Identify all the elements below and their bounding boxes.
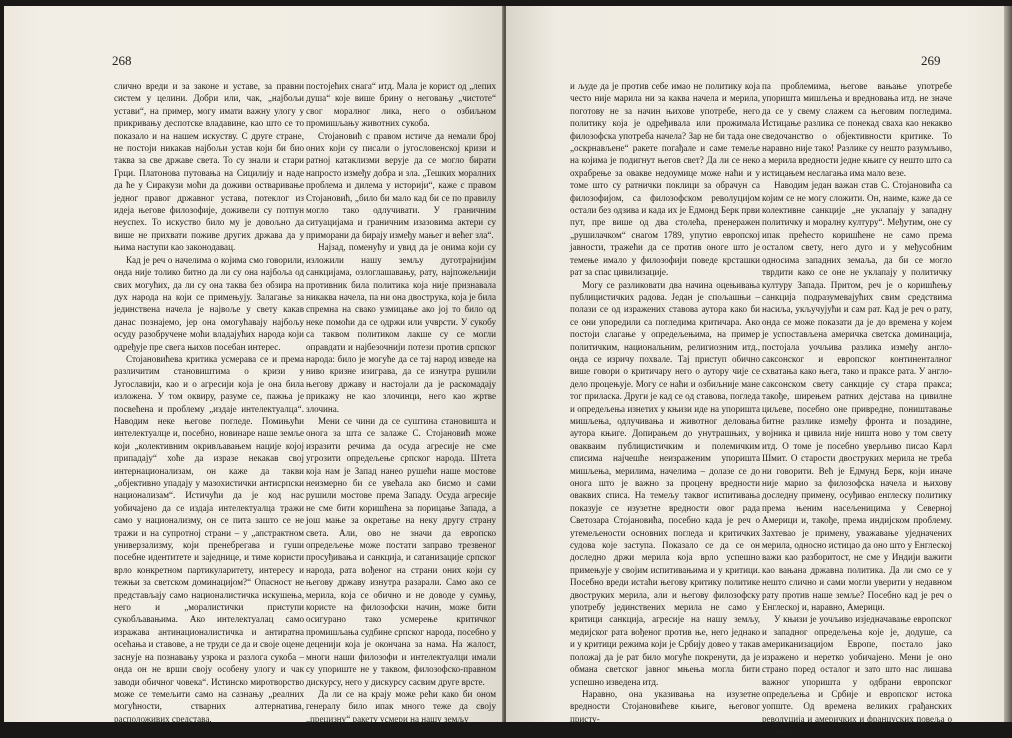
paragraph: Наравно, она указивања на изузетне вредности Стојановићеве књиге, његовог присту- <box>570 688 760 724</box>
page-number: 269 <box>921 53 941 68</box>
book-edge <box>1004 6 1012 722</box>
paragraph: постојећих снага“ итд. Мала је корист од „лепих душа“ које више брину о неговању „чистоте“ свог моралног лика, него о озбиљном промишљању животних сукоба. <box>306 81 496 129</box>
paragraph: и људе да је против себе имао не политику која често није марила ни за каква начела и мерила, поготову не за начин њихове употребе, него политику која је одређивала или прожимала филозофска употреба начела? Зар не би тада оне „оскрнављене“ ракете погађале и саме темеље на којима је подигнут његов свет? Да ли се неко охрабрење за овакве недоумице може наћи и у томе што су ратнички поклици за обрачун са филозофијом, са филозофском револуцијом остали без одзива и када их је Едмонд Берк први пут, пре више од два столећа, пренеражен „рушилачком“ снагом 1789, упутио европској јавности, тражећи да се против оноге што је темење имало у филозофији поведе крсташки рат за спас цивилизације. <box>570 81 760 278</box>
paragraph: слично вреди и за законе и уставе, за правни систем у целини. Добри или, чак, „најбољи устави“, на пример, могу имати важну улогу у прикривању деспотске владавине, као што се то показало и на нашем искуству. С друге стране, не постоји никакав најбољи устав који би био таква за све државе света. То су знали и стари Грци. Платонова путовања на Сицилију и наде да ће у Сиракузи моћи да доживи остваривање једног правог државног устава, потеклог из идеја његове филозофије, доживели су потпун неуспех. То искуство било му је довољно да више не прихвати поживе других држава да у њима наступи као законодавац. <box>114 81 304 253</box>
paragraph: У књизи је уочљиво изједначавање европског и западног опредељења које је, додуше, са американизацијом Европе, постало јако изражено и неретко уобичајено. Мени је оно страно поред осталог и зато што нас лишава важног упоришта у одбрани европског опредељења и Србије и европског истока уопште. Од времена великих грађанских револуција и америчких и француских повеља о правима <box>762 614 952 737</box>
paragraph: Да ли се на крају може рећи како би оном генералу било ипак много теже да своју „прецизну“ ракету усмери на нашу земљу <box>306 688 496 724</box>
text-column-left <box>114 80 304 725</box>
right-page <box>506 6 1004 737</box>
text-column-right <box>762 80 952 738</box>
page-number: 268 <box>112 53 132 68</box>
paragraph: Најзад, поменућу и увид да је онима који су изложили нашу земљу дуготрајнијим санкцијама, озлоглашавању, рату, најпожељнији противник била политика која није признавала никаква начела, па ни она двострука, која је била спремна на свако узмицање ако јој то било од неке помоћи да се одржи или учврсти. У сукобу са таквом политиком лакше су се могли оправдати и најбезочнији потези против српског народа: било је могуће да се тај народ изведе на ниво кризне изиграва, да се изнутра рушили његову државу и настојали да је раскомадају прикажу не као злочинци, него као жртве злочина. <box>306 242 496 414</box>
left-page <box>4 6 504 722</box>
text-column-left <box>570 80 760 725</box>
paragraph: Могу се разликовати два начина оцењивања публицистичких радова. Један је спољашњи – полази се од изражених ставова аутора како би се они упоредили са погледима критичара. Ако постоји слагање у опредељењима, на пример политичким, национальним, религиозним итд., онда се изричу похвале. Тај приступ обично више говори о критичару него о аутору чије се дело процењује. Могу се наћи и озбиљније мане тог приласка. Други је кад се од ставова, погледа и опредељења изнетих у књизи иде на упоришта мишљења, одлучивања и животног деловања аутора књиге. Допирањем до унутрашњих, у овакваим публицистичким и полемичким списима најчешће неизраженим упоришта мишљења, мерилима, начелима – долазе се до онога што је важно за процену вредности оваквих списа. На темељу таквог испитивања показује се изузетне вредности овог рада Светозара Стојановића, посебно када је реч о утемељености основних погледа и критичких судова које заступа. Показало се да се он доследно држи мерила која врло успешно примењује у својим испитивањима и у критици. Посебно вреди истаћи његову критику политике двоструких мерила, али и његову филозофску употребу јединствених мерила не само у критици санкција, агресије на нашу земљу, медијског рата вођеног против ње, него једнако и у критици режима који је Србију довео у такав положај да је рат било могуће покренути, да је обмана светског јавног мњења могла бити успешно изведена итд. <box>570 279 760 687</box>
paragraph: Наводим један важан став С. Стојановића са којим се не могу сложити. Он, наиме, каже да се колективне санкције „не уклапају у западну политичку и моралну културу“. Међутим, оне су ипак прећесто коришћене не само према осталом свету, него дуго и у међусобним односима западних земаља, да би се могло тврдити како се оне не уклапају у политичку културу Запада. Притом, реч је о коришћењу санкција подразумевајућих свим средствима насиља, укључујући и сам рат. Кад је реч о рату, онда се може показати да је до времена у којем је успостављена америчка светска доминација, постојала уочљива разлика између англо-саксонског и европског континенталног схватања како њега, тако и праксе рата. У англо-саксонском свету санкције су стара пракса; такође, ширењем ратних дејстава на цивилне циљеве, посебно оне привредне, поништавање битне разлике између фронта и позадине, војника и цивила није ништа ново у том свету итд. О томе је посебно уверљиво писао Карл Шмит. О старости двоструких мерила не треба ни говорити. Већ је Едмунд Берк, који иначе није марио за филозофска начела и њихову доследну примену, осуђивао енглеску политику према њеним насељеницима у Северној Америци и, такође, према индијском проблему. Захтевао је примену, уважавање уједначених мерила, односно истицао да оно што у Енглеској важи као разборитост, не сме у Индији важити као вањана државна политика. Да ли смо се у нешто слично и сами могли уверити у недавном рату против наше земље? Посебно кад је реч о Енглеској и, наравно, Америци. <box>762 180 952 613</box>
paragraph: Кад је реч о начелима о којима смо говорили, онда није толико битно да ли су она најбоља од свих могућих, да ли су она таква без обзира на дух народа на који се примењују. Залагање за јединствена начела је највоље у свету какав данас познајемо, јер она омогућавају најбољу осуду разобручене моћи владајућих народа који одређује пре свега њихов посебан интерес. <box>114 254 304 352</box>
text-column-right <box>306 80 496 725</box>
paragraph: Стојановић с правом истиче да немали број оних који су писали о југословенској кризи и ратној катаклизми верује да се могло бирати напросто између добра и зла. „Тешких моралних проблема и дилема у историји“, каже с правом Стојановић, „било би мало кад би се по правилу могло тако одлучивати. У граничним ситуацијама и граничним изазовима актери су приморани да бирају између мањег и већег зла“. <box>306 130 496 240</box>
paragraph: Стојановићева критика усмерава се и према различитим становиштима о кризи у Југославији, као и о агресији која је она била изложена. У том оквиру, разуме се, пажња је посвећена и проблему „издаје интелектуалца“. Наводим неке његове погледе. Помињући интелектуалце и, посебно, новинаре наше земље који „колективним окривљавањем нације којој припадају“ хоће да изразе некакав свој интернационализам, он каже да такви „објективно упадају у мазохистички антисрпски национализам“. Истичући да је код нас уобичајено да се издаја интелектуалца тражи само у национализму, он се пита зашто се не тражи и на супротној страни – у „апстрактном универзализму, који пренебрегава и гуши посебне идентитете и заједнице, и тиме користи врло конкретном партикуларитету, интересу и тежњи за светском доминацијом?“ Опасност не представљају само националистичка искушења, него и „моралистички приступи сукобљавањима. Ако интелектуалац само изражава антинационалистичка и антиратна осећања и ставове, а не труди се да и своје оцене заснује на познавању узрока и разлога сукоба – онда он не врши своју особену улогу и чак заводи обичног човека“. Истинско миротворство може се темељити само на сазнању „реалних могућности, стварних алтернатива, расположивих средстава, <box>114 353 304 724</box>
paragraph: Мени се чини да се суштина становишта и онога за шта се залаже С. Стојановић може изразити речима да осуда агресије не сме угрозити опредељење српског народа. Штета која нам је Запад нанео рушећи наше мостове неизмерно би се увећала ако бисмо и сами рушили мостове према Западу. Осуда агресије не сме бити коришћена за порицање Запада, а још мање за окретање на неку другу страну света. Али, ово не значи да европско опредељење може постати заправо трезвеног просуђивања и санкција, и сатанизације српског народа, рата вођеног на страни оних који су његову државу изнутра разарали. Само ако се мерила, која се обично и не доводе у сумњу, користе на филозофски начин, може бити осигурано тако усмерење критичког промишљања судбине српског народа, посебно у деценији која је окончана за нама. На жалост, многи наши филозофи и интелектуалци имали су упориште не у таквом, филозофско-правном дискурсу, него у дискурсу сасвим друге врсте. <box>306 415 496 687</box>
paragraph: па проблемима, његове вањање употребе упоришта мишљења и вредновања итд. не значе да се у свему слажем са његовим погледима. Истицање разлика се понекад сваха као некакво сведочанство о објективности критике. То наравно није тако! Разлике су нешто разумљиво, а мерила вредности једне књиге су нешто што са истицањем неслагања има мало везе. <box>762 81 952 178</box>
